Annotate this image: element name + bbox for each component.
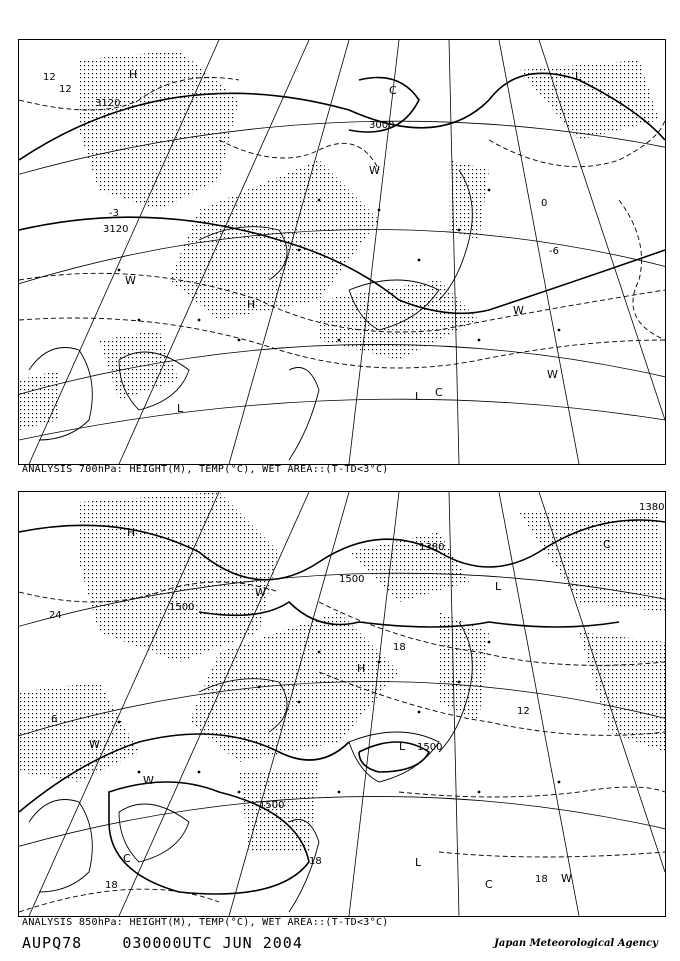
panel-caption-850hpa: ANALYSIS 850hPa: HEIGHT(M), TEMP(°C), WET AREA::(T-TD<3°C) [22,917,389,928]
warm-center: W [255,586,266,599]
high-center: H [357,662,366,675]
isotherm-label: 12 [43,72,56,83]
cold-center: C [389,84,397,97]
valid-time: 030000UTC JUN 2004 [122,934,303,952]
wet-areas [19,492,665,852]
height-label: 3120 [103,224,129,235]
low-center: L [415,856,422,869]
height-label: 1380 [419,542,445,553]
panel-caption-700hpa: ANALYSIS 700hPa: HEIGHT(M), TEMP(°C), WET AREA::(T-TD<3°C) [22,464,389,475]
warm-center: W [547,368,558,381]
isotherm-label: 18 [309,856,322,867]
height-label: 1500 [339,574,365,585]
cold-center: C [603,538,611,551]
height-label: 3120 [95,98,121,109]
isotherm-label: 24 [49,610,62,621]
low-center: L [415,390,422,403]
map-panel-850hpa [18,491,666,917]
isotherm-label: 12 [59,84,72,95]
low-center: L [575,70,582,83]
warm-center: W [89,738,100,751]
map-panel-700hpa [18,39,666,465]
height-label: 1500 [169,602,195,613]
agency-name: Japan Meteorological Agency [494,938,658,949]
warm-center: W [125,274,136,287]
isotherm-label: 18 [393,642,406,653]
cold-center: C [123,852,131,865]
isotherm-label: 12 [517,706,530,717]
cold-center: C [485,878,493,891]
high-center: H [127,526,136,539]
isotherm-label: 18 [105,880,118,891]
height-label: 3000 [369,120,395,131]
low-center: L [177,402,184,415]
chart-id: AUPQ78 [22,934,83,952]
isotherm-label: 0 [541,198,548,209]
map-850hpa-canvas [19,492,665,916]
isotherm-label: 6 [51,714,58,725]
height-label: 1380 [639,502,665,513]
cold-center: C [435,386,443,399]
warm-center: W [369,164,380,177]
low-center: L [495,580,502,593]
high-center: H [129,68,138,81]
high-center: H [247,298,256,311]
isotherm-label: 18 [535,874,548,885]
map-700hpa-canvas [19,40,665,464]
height-label: 1500 [259,800,285,811]
isotherm-label: -6 [549,246,559,257]
isotherm-label: -3 [109,208,119,219]
height-label: 1500 [417,742,443,753]
warm-center: W [513,304,524,317]
chart-header [22,934,303,952]
warm-center: W [561,872,572,885]
low-center: L [399,740,406,753]
warm-center: W [143,774,154,787]
